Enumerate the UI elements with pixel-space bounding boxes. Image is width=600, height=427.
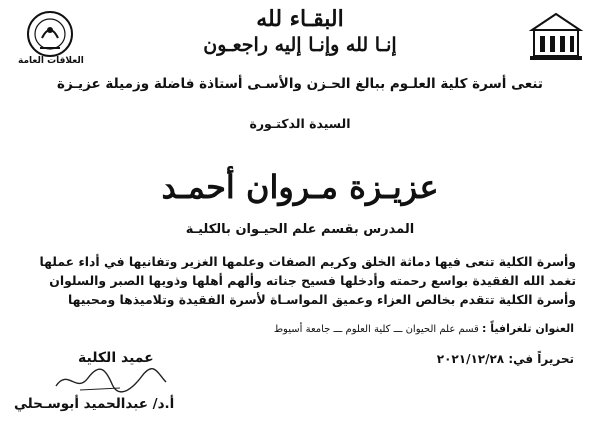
body-line: وأسرة الكلية تتقدم بخالص العزاء وعميق المواسـاة لأسرة الفقيدة وتلاميذها ومحبيها [67,292,576,307]
address-label: العنوان تلغرافياً : [482,322,574,335]
public-relations-label: العلاقات العامة [18,56,84,66]
address-value: قسم علم الحيوان ـــ كلية العلوم ـــ جامعة أسيوط [273,324,479,335]
deceased-name: عزيـزة مـروان أحمـد [161,168,439,206]
dean-name: أ.د/ عبدالحميد أبوسـحلي [14,396,175,412]
condolence-heading: البقـاء لله [256,6,344,32]
date-label: تحريراً في: [508,352,574,366]
issue-date [437,352,574,366]
body-line: وأسرة الكلية تنعى فيها دماثة الخلق وكريم الصفات وعلمها الغزير وتفانيها في أداء عملها [39,254,576,269]
body-line: تغمد الله الفقيدة بواسع رحمته وأدخلها فسيح جناته وألهم أهلها وذويها الصبر والسلوان [49,273,576,288]
dean-title: عميد الكلية [78,350,154,366]
deceased-position: المدرس بقسم علم الحيـوان بالكليـة [185,222,415,237]
announcement-intro: تنعى أسرة كلية العلـوم ببالغ الحـزن والأسـى أستاذة فاضلة وزميلة عزيـزة [57,76,543,92]
handwritten-signature [50,364,170,396]
telegraphic-address [274,322,574,335]
body-paragraph [14,252,576,309]
date-value: ٢٠٢١/١٢/٢٨ [436,352,505,366]
quran-verse: إنـا لله وإنـا إليه راجعـون [203,34,397,56]
honorific-title: السيدة الدكتـورة [249,116,351,131]
